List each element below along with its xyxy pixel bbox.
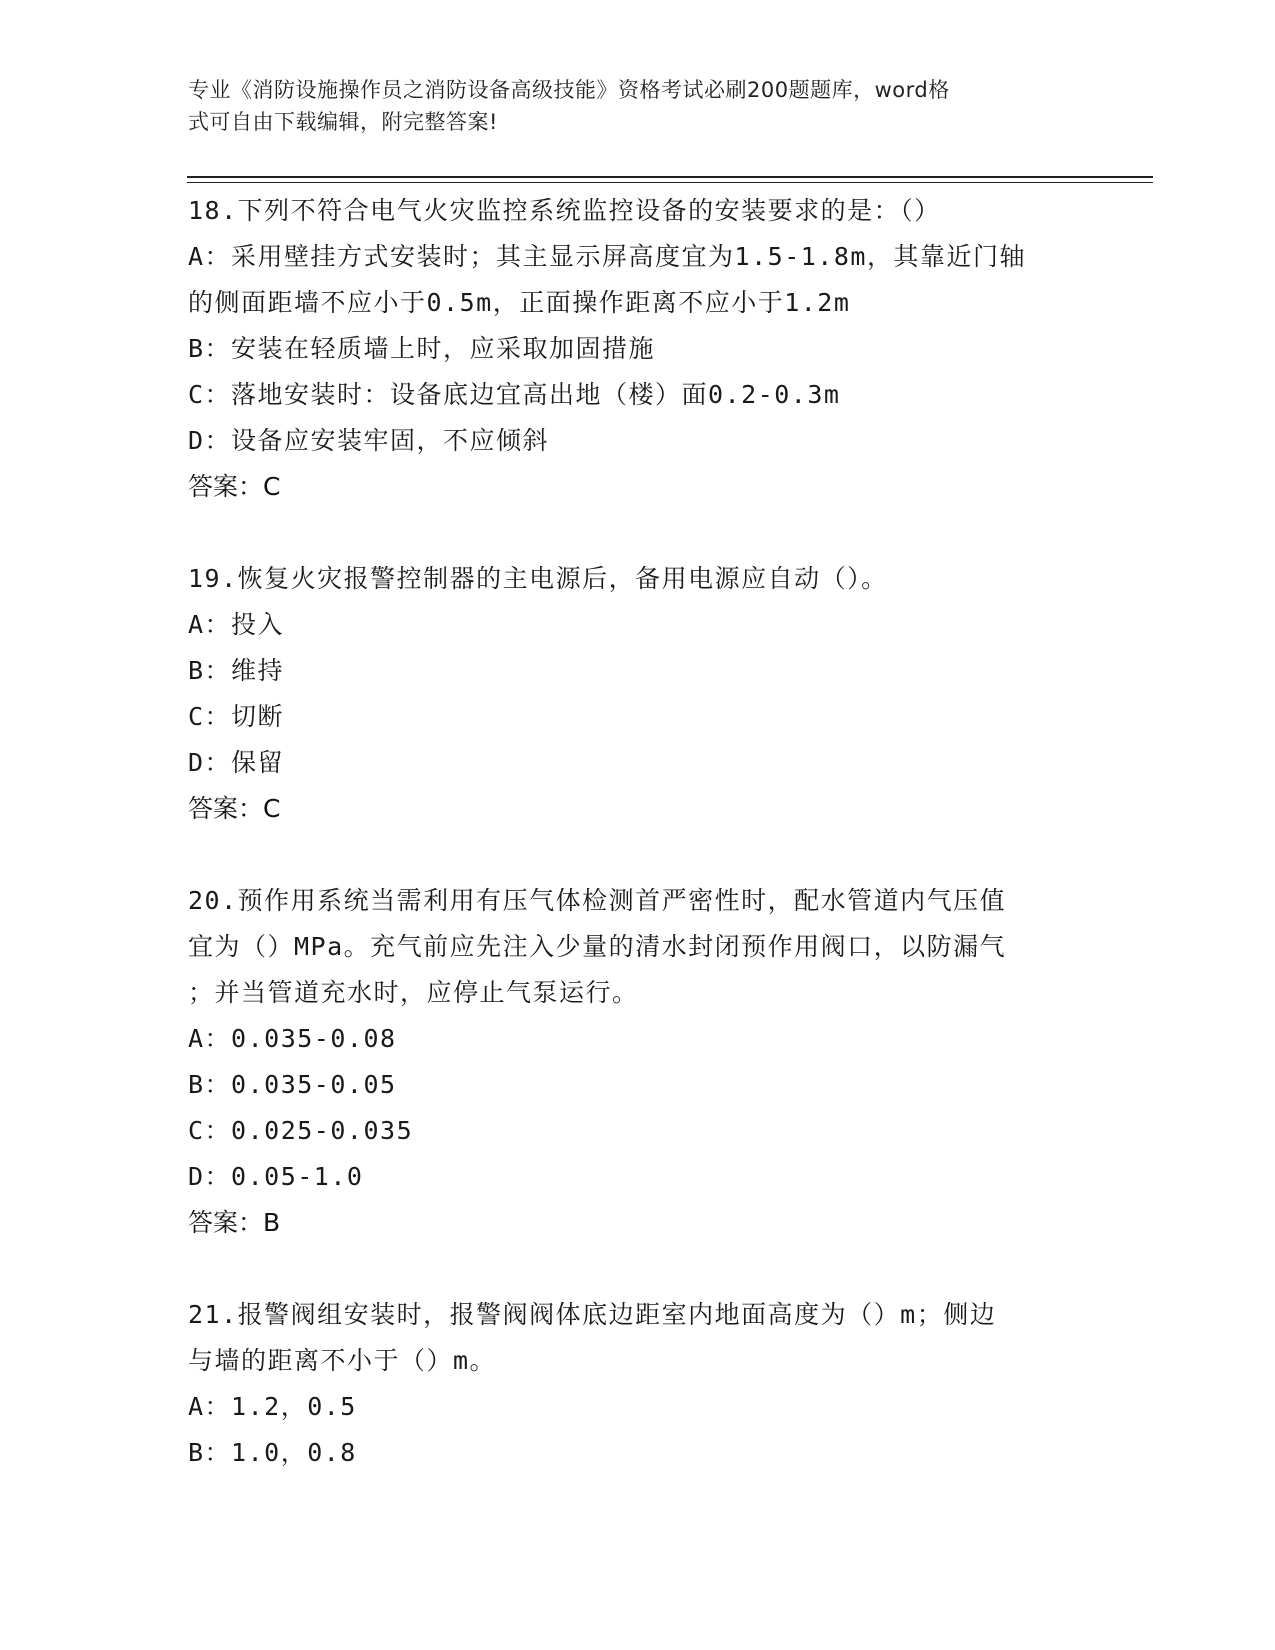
question-spacer (188, 510, 1088, 556)
option-b: B：1.0，0.8 (188, 1438, 357, 1467)
option-c: C：0.025-0.035 (188, 1116, 414, 1145)
question-stem-continued: 与墙的距离不小于（）m。 (188, 1346, 497, 1375)
question-stem: 21.报警阀组安装时，报警阀阀体底边距室内地面高度为（）m；侧边 (188, 1300, 997, 1329)
question-stem: 20.预作用系统当需利用有压气体检测首严密性时，配水管道内气压值 (188, 886, 1007, 915)
question-spacer (188, 832, 1088, 878)
option-d: D：设备应安装牢固，不应倾斜 (188, 426, 550, 455)
option-a: A：投入 (188, 610, 285, 639)
question-stem-continued: 宜为（）MPa。充气前应先注入少量的清水封闭预作用阀口，以防漏气 (188, 932, 1007, 961)
option-d: D：保留 (188, 748, 285, 777)
question-spacer (188, 1246, 1088, 1292)
option-a: A：1.2，0.5 (188, 1392, 357, 1421)
document-header (188, 74, 1068, 138)
question-21 (188, 1292, 1088, 1476)
question-20 (188, 878, 1088, 1246)
header-line-1: 专业《消防设施操作员之消防设备高级技能》资格考试必刷200题题库，word格 (188, 78, 950, 102)
answer: 答案：C (188, 794, 281, 823)
option-c: C：切断 (188, 702, 285, 731)
option-a: A：0.035-0.08 (188, 1024, 397, 1053)
answer: 答案：C (188, 472, 281, 501)
option-a-continued: 的侧面距墙不应小于0.5m，正面操作距离不应小于1.2m (188, 288, 851, 317)
option-b: B：维持 (188, 656, 285, 685)
question-18 (188, 188, 1088, 510)
header-line-2: 式可自由下载编辑，附完整答案! (188, 110, 498, 134)
question-19 (188, 556, 1088, 832)
question-list (188, 188, 1088, 1476)
header-divider-thick (187, 176, 1153, 178)
answer: 答案：B (188, 1208, 281, 1237)
header-divider-thin (187, 182, 1153, 183)
option-b: B：0.035-0.05 (188, 1070, 397, 1099)
question-stem-continued: ；并当管道充水时，应停止气泵运行。 (188, 978, 639, 1007)
option-d: D：0.05-1.0 (188, 1162, 364, 1191)
question-stem: 19.恢复火灾报警控制器的主电源后，备用电源应自动（）。 (188, 564, 888, 593)
option-a: A：采用壁挂方式安装时；其主显示屏高度宜为1.5-1.8m，其靠近门轴 (188, 242, 1026, 271)
option-b: B：安装在轻质墙上时，应采取加固措施 (188, 334, 656, 363)
question-stem: 18.下列不符合电气火灾监控系统监控设备的安装要求的是：（） (188, 196, 941, 225)
option-c: C：落地安装时：设备底边宜高出地（楼）面0.2-0.3m (188, 380, 841, 409)
